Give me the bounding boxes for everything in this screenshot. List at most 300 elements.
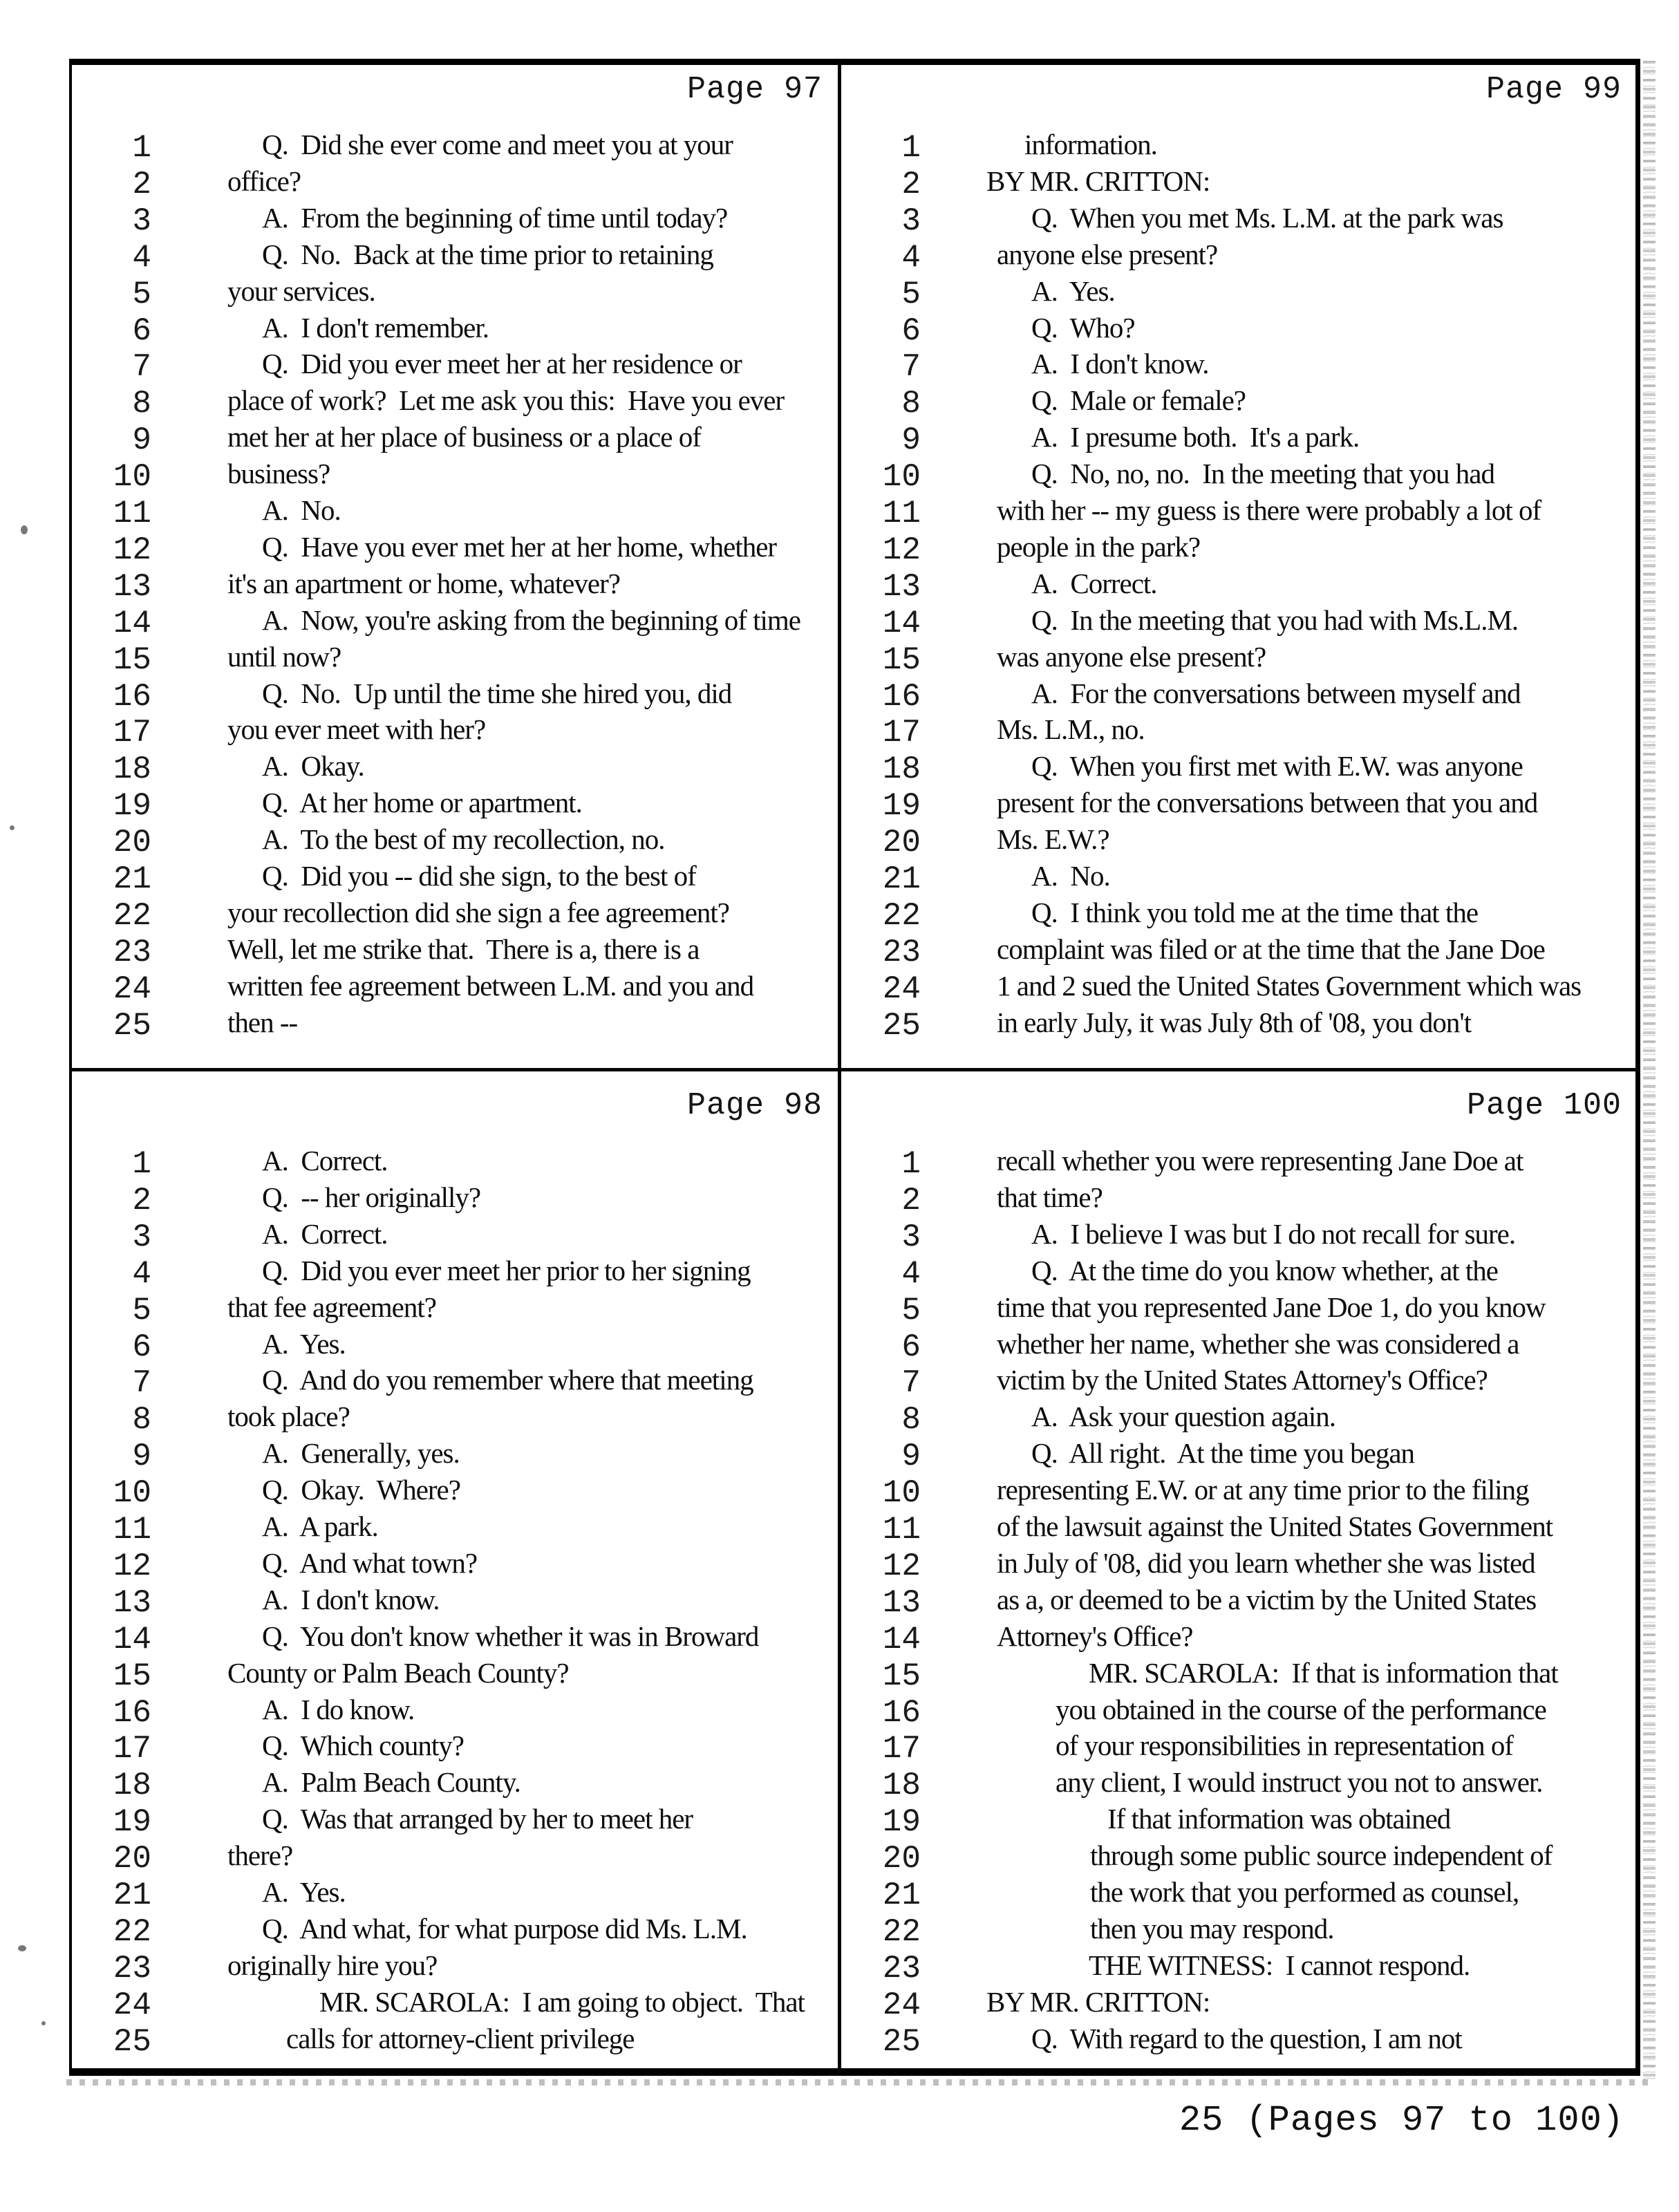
line-text: of your responsibilities in representation of bbox=[1056, 1730, 1514, 1762]
transcript-line bbox=[72, 1912, 838, 1949]
line-text: Attorney's Office? bbox=[997, 1620, 1193, 1652]
transcript-line bbox=[841, 1949, 1637, 1985]
transcript-line bbox=[841, 603, 1637, 640]
transcript-line bbox=[72, 749, 838, 786]
line-number: 18 bbox=[113, 751, 151, 788]
line-text: A. Correct. bbox=[1031, 567, 1157, 599]
transcript-line bbox=[841, 1400, 1637, 1436]
transcript-line bbox=[72, 1839, 838, 1875]
line-number: 1 bbox=[132, 1146, 151, 1182]
line-number: 2 bbox=[901, 1182, 921, 1219]
line-number: 19 bbox=[113, 1804, 151, 1841]
transcript-line bbox=[72, 1473, 838, 1510]
line-text: A. I presume both. It's a park. bbox=[1031, 421, 1360, 453]
line-text: Q. At the time do you know whether, at the bbox=[1031, 1254, 1499, 1286]
line-number: 16 bbox=[113, 1694, 151, 1731]
line-number: 5 bbox=[132, 1292, 151, 1329]
line-text: Q. And do you remember where that meeting bbox=[262, 1364, 753, 1396]
line-number: 11 bbox=[113, 1512, 151, 1548]
transcript-line bbox=[72, 165, 838, 201]
line-number: 8 bbox=[901, 1402, 921, 1438]
line-number: 3 bbox=[901, 203, 921, 239]
line-text: your services. bbox=[227, 274, 375, 307]
line-number: 13 bbox=[882, 568, 921, 605]
transcript-line bbox=[72, 1802, 838, 1839]
transcript-line bbox=[72, 1327, 838, 1364]
transcript-line bbox=[841, 713, 1637, 749]
transcript-line bbox=[841, 1912, 1637, 1949]
transcript-line bbox=[841, 1006, 1637, 1042]
line-text: Q. Did you ever meet her prior to her signing bbox=[262, 1254, 751, 1286]
line-number: 18 bbox=[882, 1768, 921, 1804]
line-number: 8 bbox=[132, 1402, 151, 1438]
line-text: A. No. bbox=[1031, 860, 1110, 892]
line-text: Q. Male or female? bbox=[1031, 384, 1246, 417]
line-text: BY MR. CRITTON: bbox=[986, 1985, 1210, 2018]
line-number: 16 bbox=[113, 678, 151, 715]
page-header-100: Page 100 bbox=[1466, 1088, 1622, 1123]
line-text: Ms. L.M., no. bbox=[997, 713, 1145, 746]
line-text: in early July, it was July 8th of '08, you don't bbox=[997, 1006, 1472, 1038]
line-text: Ms. E.W.? bbox=[997, 823, 1109, 856]
line-text: Q. In the meeting that you had with Ms.L.M. bbox=[1031, 603, 1519, 636]
line-number: 4 bbox=[132, 239, 151, 276]
line-text: Q. With regard to the question, I am not bbox=[1031, 2022, 1462, 2054]
transcript-line bbox=[841, 1181, 1637, 1217]
line-text: A. To the best of my recollection, no. bbox=[262, 823, 665, 856]
line-number: 4 bbox=[901, 239, 921, 276]
transcript-line bbox=[72, 1181, 838, 1217]
line-number: 10 bbox=[882, 1475, 921, 1512]
transcript-line bbox=[72, 932, 838, 969]
line-text: recall whether you were representing Jane Doe at bbox=[997, 1145, 1523, 1177]
line-text: it's an apartment or home, whatever? bbox=[227, 567, 620, 599]
transcript-line bbox=[72, 1254, 838, 1291]
transcript-line bbox=[841, 1583, 1637, 1620]
line-number: 21 bbox=[113, 861, 151, 897]
line-text: then you may respond. bbox=[1090, 1912, 1334, 1944]
line-text: A. A park. bbox=[262, 1510, 378, 1542]
line-number: 2 bbox=[132, 166, 151, 203]
line-text: Q. Okay. Where? bbox=[262, 1474, 460, 1506]
transcript-line bbox=[841, 969, 1637, 1006]
line-number: 21 bbox=[882, 861, 921, 897]
transcript-line bbox=[841, 457, 1637, 494]
transcript-line bbox=[841, 859, 1637, 896]
transcript-line bbox=[841, 201, 1637, 238]
transcript-line bbox=[72, 311, 838, 348]
line-number: 12 bbox=[882, 1548, 921, 1584]
line-text: anyone else present? bbox=[997, 238, 1218, 270]
line-text: met her at her place of business or a place of bbox=[227, 421, 701, 453]
transcript-line bbox=[841, 347, 1637, 384]
transcript-line bbox=[72, 347, 838, 384]
line-number: 10 bbox=[113, 459, 151, 496]
transcript-line bbox=[72, 457, 838, 494]
line-number: 21 bbox=[113, 1877, 151, 1913]
line-text: A. Okay. bbox=[262, 750, 364, 782]
line-text: A. From the beginning of time until today? bbox=[262, 201, 728, 234]
line-text: you ever meet with her? bbox=[227, 713, 486, 746]
line-text: Q. I think you told me at the time that the bbox=[1031, 896, 1479, 928]
line-text: victim by the United States Attorney's Office? bbox=[997, 1364, 1488, 1396]
line-text: A. For the conversations between myself and bbox=[1031, 677, 1521, 709]
line-text: Q. You don't know whether it was in Broward bbox=[262, 1620, 759, 1652]
line-number: 8 bbox=[901, 386, 921, 422]
transcript-line bbox=[72, 1765, 838, 1802]
line-text: A. I don't know. bbox=[262, 1583, 440, 1615]
scan-noise-right-edge bbox=[1643, 61, 1655, 2082]
line-text: A. I believe I was but I do not recall for sure. bbox=[1031, 1217, 1516, 1250]
transcript-line bbox=[72, 201, 838, 238]
line-text: that fee agreement? bbox=[227, 1291, 436, 1323]
transcript-line bbox=[72, 1620, 838, 1656]
line-number: 15 bbox=[882, 1658, 921, 1694]
line-text: A. I do know. bbox=[262, 1693, 415, 1725]
line-number: 3 bbox=[132, 203, 151, 239]
transcript-line bbox=[841, 640, 1637, 677]
transcript-line bbox=[72, 567, 838, 603]
line-text: office? bbox=[227, 165, 301, 197]
line-number: 1 bbox=[901, 130, 921, 166]
page-97-quadrant bbox=[72, 62, 838, 1068]
line-number: 24 bbox=[113, 1987, 151, 2023]
line-number: 12 bbox=[882, 532, 921, 568]
transcript-line bbox=[841, 1254, 1637, 1291]
line-text: Q. -- her originally? bbox=[262, 1181, 481, 1213]
line-number: 14 bbox=[113, 605, 151, 641]
line-text: information. bbox=[1024, 129, 1157, 160]
transcript-line bbox=[841, 1985, 1637, 2022]
line-text: of the lawsuit against the United States Government bbox=[997, 1510, 1553, 1542]
line-number: 6 bbox=[132, 312, 151, 349]
line-number: 13 bbox=[113, 1584, 151, 1621]
line-number: 6 bbox=[132, 1329, 151, 1365]
line-text: Q. And what town? bbox=[262, 1546, 478, 1579]
line-text: with her -- my guess is there were probably a lot of bbox=[997, 494, 1541, 526]
line-number: 25 bbox=[882, 1007, 921, 1044]
transcript-line bbox=[841, 420, 1637, 457]
line-number: 17 bbox=[113, 1731, 151, 1768]
line-number: 15 bbox=[113, 641, 151, 678]
transcript-line bbox=[841, 1327, 1637, 1364]
transcript-line bbox=[72, 677, 838, 713]
page-100-quadrant bbox=[841, 1071, 1637, 2076]
line-text: 1 and 2 sued the United States Government which was bbox=[997, 969, 1582, 1002]
transcript-line bbox=[72, 786, 838, 823]
line-number: 24 bbox=[882, 971, 921, 1007]
transcript-line bbox=[72, 494, 838, 530]
line-text: Q. Have you ever met her at her home, whether bbox=[262, 530, 777, 563]
line-number: 25 bbox=[113, 2023, 151, 2060]
footer-page-range: 25 (Pages 97 to 100) bbox=[1179, 2100, 1624, 2141]
scan-noise-bottom-edge bbox=[66, 2079, 1649, 2086]
line-text: calls for attorney-client privilege bbox=[286, 2022, 635, 2054]
transcript-line bbox=[72, 530, 838, 567]
line-number: 11 bbox=[882, 496, 921, 532]
line-number: 9 bbox=[901, 422, 921, 459]
line-number: 6 bbox=[901, 312, 921, 349]
line-number: 14 bbox=[113, 1621, 151, 1658]
line-number: 25 bbox=[113, 1007, 151, 1044]
transcript-line bbox=[841, 128, 1637, 165]
line-number: 1 bbox=[901, 1146, 921, 1182]
transcript-line bbox=[841, 749, 1637, 786]
line-text: MR. SCAROLA: I am going to object. That bbox=[319, 1985, 805, 2018]
line-number: 9 bbox=[132, 1438, 151, 1475]
line-number: 5 bbox=[132, 276, 151, 312]
line-text: Q. Did you ever meet her at her residence or bbox=[262, 348, 742, 380]
line-text: A. I don't remember. bbox=[262, 311, 489, 344]
transcript-line bbox=[72, 640, 838, 677]
line-text: Q. And what, for what purpose did Ms. L.M. bbox=[262, 1912, 747, 1944]
transcript-line bbox=[841, 896, 1637, 932]
line-number: 3 bbox=[901, 1219, 921, 1255]
line-text: A. Now, you're asking from the beginning of time bbox=[262, 603, 800, 636]
line-text: A. Ask your question again. bbox=[1031, 1400, 1336, 1433]
line-number: 13 bbox=[882, 1584, 921, 1621]
line-text: was anyone else present? bbox=[997, 640, 1266, 673]
transcript-line bbox=[72, 1656, 838, 1693]
line-text: through some public source independent of bbox=[1090, 1839, 1553, 1872]
line-number: 5 bbox=[901, 1292, 921, 1329]
transcript-line bbox=[841, 1510, 1637, 1546]
line-number: 23 bbox=[882, 1950, 921, 1987]
line-text: County or Palm Beach County? bbox=[227, 1656, 569, 1689]
line-number: 22 bbox=[113, 897, 151, 934]
line-text: present for the conversations between that you and bbox=[997, 787, 1538, 819]
line-number: 19 bbox=[882, 788, 921, 825]
transcript-line bbox=[72, 1363, 838, 1400]
line-text: you obtained in the course of the performance bbox=[1056, 1693, 1546, 1725]
transcript-line bbox=[72, 1436, 838, 1473]
line-number: 18 bbox=[882, 751, 921, 788]
line-number: 24 bbox=[113, 971, 151, 1007]
line-number: 12 bbox=[113, 532, 151, 568]
line-number: 2 bbox=[901, 166, 921, 203]
line-number: 7 bbox=[901, 349, 921, 386]
line-number: 19 bbox=[882, 1804, 921, 1841]
line-number: 15 bbox=[882, 641, 921, 678]
page-header-97: Page 97 bbox=[686, 72, 823, 107]
line-text: written fee agreement between L.M. and you and bbox=[227, 969, 754, 1002]
line-text: Q. No. Back at the time prior to retaining bbox=[262, 238, 713, 270]
transcript-line bbox=[72, 1546, 838, 1583]
line-number: 25 bbox=[882, 2023, 921, 2060]
line-text: A. Correct. bbox=[262, 1217, 388, 1250]
transcript-line bbox=[72, 1400, 838, 1436]
line-number: 8 bbox=[132, 386, 151, 422]
line-text: took place? bbox=[227, 1400, 350, 1433]
line-number: 20 bbox=[113, 1841, 151, 1877]
line-text: originally hire you? bbox=[227, 1949, 438, 1981]
line-text: Q. At her home or apartment. bbox=[262, 787, 582, 819]
line-text: then -- bbox=[227, 1006, 298, 1038]
transcript-line bbox=[841, 677, 1637, 713]
line-text: Q. Was that arranged by her to meet her bbox=[262, 1803, 693, 1835]
line-text: Q. When you met Ms. L.M. at the park was bbox=[1031, 201, 1503, 234]
line-number: 22 bbox=[882, 897, 921, 934]
line-text: any client, I would instruct you not to answer. bbox=[1056, 1766, 1543, 1799]
transcript-line bbox=[72, 1006, 838, 1042]
transcript-line bbox=[72, 859, 838, 896]
transcript-line bbox=[841, 1217, 1637, 1254]
scan-speck bbox=[21, 525, 28, 534]
transcript-line bbox=[72, 823, 838, 859]
line-text: complaint was filed or at the time that the Jane Doe bbox=[997, 932, 1545, 965]
transcript-line bbox=[72, 1144, 838, 1181]
line-text: Q. No. Up until the time she hired you, did bbox=[262, 677, 732, 709]
transcript-line bbox=[841, 1729, 1637, 1768]
line-text: time that you represented Jane Doe 1, do you know bbox=[997, 1291, 1546, 1323]
transcript-line bbox=[841, 1802, 1637, 1839]
line-number: 15 bbox=[113, 1658, 151, 1694]
line-number: 7 bbox=[901, 1365, 921, 1402]
line-number: 3 bbox=[132, 1219, 151, 1255]
line-number: 4 bbox=[901, 1255, 921, 1292]
transcript-line bbox=[841, 1839, 1637, 1875]
line-number: 20 bbox=[113, 825, 151, 861]
transcript-line bbox=[841, 311, 1637, 348]
line-text: BY MR. CRITTON: bbox=[986, 165, 1210, 197]
transcript-line bbox=[841, 1144, 1637, 1181]
line-text: A. Yes. bbox=[1031, 274, 1115, 307]
transcript-line bbox=[72, 1217, 838, 1254]
page-99-quadrant bbox=[841, 62, 1637, 1068]
line-text: A. No. bbox=[262, 494, 341, 526]
line-text: whether her name, whether she was considered a bbox=[997, 1327, 1519, 1360]
line-number: 18 bbox=[113, 1768, 151, 1804]
line-text: Q. All right. At the time you began bbox=[1031, 1437, 1415, 1470]
line-number: 10 bbox=[882, 459, 921, 496]
line-number: 19 bbox=[113, 788, 151, 825]
transcript-line bbox=[841, 274, 1637, 311]
line-text: Q. No, no, no. In the meeting that you had bbox=[1031, 458, 1494, 490]
line-text: A. Palm Beach County. bbox=[262, 1766, 520, 1799]
line-number: 23 bbox=[113, 934, 151, 971]
line-number: 23 bbox=[882, 934, 921, 971]
transcript-line bbox=[841, 494, 1637, 530]
line-text: that time? bbox=[997, 1181, 1103, 1213]
line-text: Q. When you first met with E.W. was anyone bbox=[1031, 750, 1523, 782]
line-number: 14 bbox=[882, 1621, 921, 1658]
transcript-line bbox=[72, 1510, 838, 1546]
line-number: 11 bbox=[113, 496, 151, 532]
line-text: A. Correct. bbox=[262, 1145, 388, 1177]
line-number: 4 bbox=[132, 1255, 151, 1292]
transcript-line bbox=[841, 2022, 1637, 2059]
line-text: place of work? Let me ask you this: Have you ever bbox=[227, 384, 785, 417]
scan-speck bbox=[18, 1945, 26, 1951]
line-number: 21 bbox=[882, 1877, 921, 1913]
line-number: 24 bbox=[882, 1987, 921, 2023]
line-number: 10 bbox=[113, 1475, 151, 1512]
transcript-line bbox=[72, 1583, 838, 1620]
line-number: 5 bbox=[901, 276, 921, 312]
line-text: people in the park? bbox=[997, 530, 1201, 563]
line-number: 7 bbox=[132, 349, 151, 386]
line-text: business? bbox=[227, 458, 330, 490]
transcript-line bbox=[841, 238, 1637, 274]
line-number: 12 bbox=[113, 1548, 151, 1584]
transcript-line bbox=[72, 1729, 838, 1768]
transcript-line bbox=[841, 1620, 1637, 1656]
line-text: A. Generally, yes. bbox=[262, 1437, 460, 1470]
line-text: representing E.W. or at any time prior to the filing bbox=[997, 1474, 1529, 1506]
transcript-line bbox=[72, 128, 838, 165]
transcript-line bbox=[841, 530, 1637, 567]
line-text: A. Yes. bbox=[262, 1327, 346, 1360]
line-number: 14 bbox=[882, 605, 921, 641]
transcript-line bbox=[72, 274, 838, 311]
transcript-line bbox=[841, 1693, 1637, 1730]
scan-speck bbox=[41, 2021, 46, 2025]
line-number: 16 bbox=[882, 1694, 921, 1731]
line-number: 20 bbox=[882, 825, 921, 861]
transcript-line bbox=[841, 1875, 1637, 1912]
transcript-line bbox=[841, 1546, 1637, 1583]
transcript-line bbox=[72, 1291, 838, 1327]
transcript-line bbox=[841, 786, 1637, 823]
line-number: 9 bbox=[132, 422, 151, 459]
line-text: Q. Did she ever come and meet you at your bbox=[262, 129, 733, 160]
transcript-line bbox=[841, 823, 1637, 859]
transcript-line bbox=[841, 567, 1637, 603]
line-text: until now? bbox=[227, 640, 341, 673]
transcript-line bbox=[841, 1765, 1637, 1802]
page-header-99: Page 99 bbox=[1485, 72, 1622, 107]
line-text: MR. SCAROLA: If that is information that bbox=[1089, 1656, 1558, 1689]
line-text: A. I don't know. bbox=[1031, 348, 1209, 380]
transcript-line bbox=[72, 1875, 838, 1912]
scan-speck bbox=[10, 825, 15, 830]
line-number: 17 bbox=[113, 715, 151, 751]
line-number: 6 bbox=[901, 1329, 921, 1365]
transcript-line bbox=[841, 384, 1637, 420]
transcript-line bbox=[72, 420, 838, 457]
line-number: 11 bbox=[882, 1512, 921, 1548]
line-number: 7 bbox=[132, 1365, 151, 1402]
line-text: Q. Did you -- did she sign, to the best of bbox=[262, 860, 696, 892]
line-number: 17 bbox=[882, 1731, 921, 1768]
transcript-line bbox=[72, 238, 838, 274]
line-text: A. Yes. bbox=[262, 1876, 346, 1908]
line-number: 23 bbox=[113, 1950, 151, 1987]
transcript-line bbox=[72, 713, 838, 749]
transcript-line bbox=[72, 1949, 838, 1985]
transcript-line bbox=[841, 932, 1637, 969]
line-text: as a, or deemed to be a victim by the United States bbox=[997, 1583, 1537, 1615]
line-number: 17 bbox=[882, 715, 921, 751]
transcript-line bbox=[841, 165, 1637, 201]
line-text: there? bbox=[227, 1839, 293, 1872]
transcript-line bbox=[841, 1363, 1637, 1400]
line-text: in July of '08, did you learn whether she was listed bbox=[997, 1546, 1535, 1579]
line-text: Q. Who? bbox=[1031, 311, 1135, 344]
line-text: THE WITNESS: I cannot respond. bbox=[1089, 1949, 1470, 1981]
line-number: 13 bbox=[113, 568, 151, 605]
line-text: Well, let me strike that. There is a, there is a bbox=[227, 932, 700, 965]
transcript-line bbox=[841, 1291, 1637, 1327]
line-number: 20 bbox=[882, 1841, 921, 1877]
line-number: 2 bbox=[132, 1182, 151, 1219]
transcript-line bbox=[72, 1985, 838, 2022]
line-number: 22 bbox=[882, 1913, 921, 1950]
transcript-line bbox=[841, 1656, 1637, 1693]
transcript-line bbox=[72, 969, 838, 1006]
line-number: 1 bbox=[132, 130, 151, 166]
line-number: 9 bbox=[901, 1438, 921, 1475]
